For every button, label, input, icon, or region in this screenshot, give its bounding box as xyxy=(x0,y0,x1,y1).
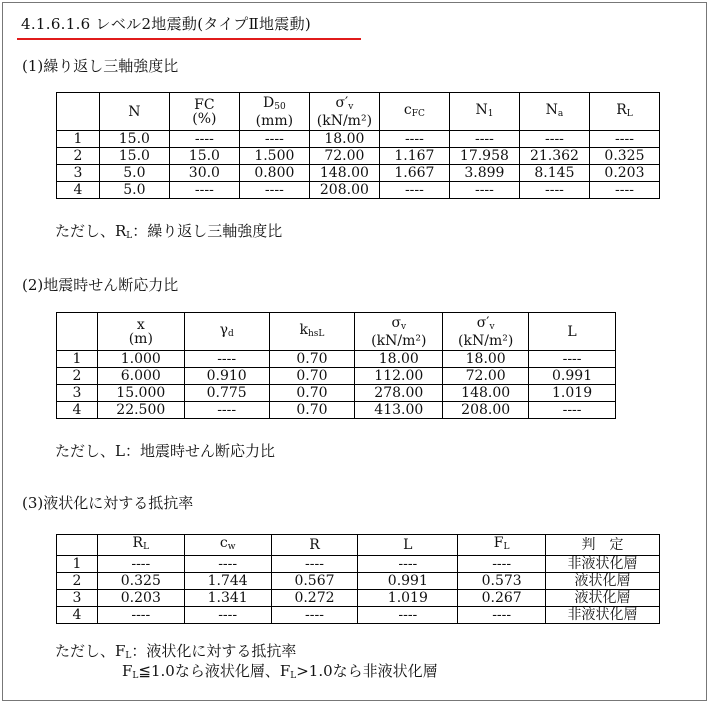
table-cell: 0.70 xyxy=(269,368,355,385)
table-cell: ---- xyxy=(271,607,358,624)
table-header-row xyxy=(57,93,660,131)
row-number-cell: 4 xyxy=(57,182,100,199)
row-number-cell: 3 xyxy=(57,590,98,607)
table-cell: 72.00 xyxy=(309,148,379,165)
header-cell: $\gamma_d$ xyxy=(184,313,269,351)
row-number-cell: 4 xyxy=(57,607,98,624)
table-cell: ---- xyxy=(449,131,519,148)
table-cell: ---- xyxy=(458,607,546,624)
table-cell: 1.667 xyxy=(379,165,449,182)
table-cell: 0.267 xyxy=(458,590,546,607)
table-row xyxy=(57,402,616,419)
table-cell: 8.145 xyxy=(519,165,589,182)
table-cell: ---- xyxy=(449,182,519,199)
table-cell: 0.991 xyxy=(529,368,616,385)
table-cell: 15.0 xyxy=(99,148,169,165)
table-cell: 0.800 xyxy=(239,165,309,182)
table-cell: 1.341 xyxy=(184,590,271,607)
header-cell: L xyxy=(358,535,458,556)
table-cell: 15.0 xyxy=(99,131,169,148)
table-cell: ---- xyxy=(239,182,309,199)
row-number-cell: 1 xyxy=(57,351,98,368)
table-cell: 1.167 xyxy=(379,148,449,165)
header-cell: $N_a$ xyxy=(519,93,589,131)
table-cell: ---- xyxy=(169,182,239,199)
table-cell: ---- xyxy=(519,182,589,199)
header-cell: $\sigma'_v$ (kN/m²) xyxy=(309,93,379,131)
table-cell: 15.0 xyxy=(169,148,239,165)
table-cell: 0.70 xyxy=(269,402,355,419)
header-cell: $c_{FC}$ xyxy=(379,93,449,131)
header-cell: $D_{50}$ (mm) xyxy=(239,93,309,131)
header-cell: $R_L$ xyxy=(97,535,184,556)
table-cell: ---- xyxy=(358,607,458,624)
table-cell: 148.00 xyxy=(443,385,529,402)
table-cell: 18.00 xyxy=(443,351,529,368)
header-cell: $k_{hsL}$ xyxy=(269,313,355,351)
sec1-heading: (1)繰り返し三軸強度比 xyxy=(22,57,179,75)
table-row xyxy=(57,385,616,402)
sec3-note-1: ただし、$F_L$：液状化に対する抵抗率 xyxy=(55,642,297,661)
row-number-cell: 1 xyxy=(57,556,98,573)
table-cell: 0.775 xyxy=(184,385,269,402)
title-underline xyxy=(17,38,361,40)
table-cell: 413.00 xyxy=(355,402,443,419)
table-row xyxy=(57,590,660,607)
table-cell: 17.958 xyxy=(449,148,519,165)
header-cell: N xyxy=(99,93,169,131)
table-cell: 液状化層 xyxy=(546,573,660,590)
table-cell: 112.00 xyxy=(355,368,443,385)
table-cell: 1.500 xyxy=(239,148,309,165)
table-cell: 208.00 xyxy=(309,182,379,199)
table-cell: ---- xyxy=(529,351,616,368)
table-cell: 21.362 xyxy=(519,148,589,165)
table-cell: 3.899 xyxy=(449,165,519,182)
table-row xyxy=(57,165,660,182)
header-cell: R xyxy=(271,535,358,556)
table-cell: 0.325 xyxy=(97,573,184,590)
header-cell xyxy=(57,93,100,131)
table-cell: 非液状化層 xyxy=(546,607,660,624)
table-cell: 278.00 xyxy=(355,385,443,402)
table-row xyxy=(57,351,616,368)
table-cell: 208.00 xyxy=(443,402,529,419)
table-cell: 0.910 xyxy=(184,368,269,385)
row-number-cell: 2 xyxy=(57,368,98,385)
header-cell: FC (%) xyxy=(169,93,239,131)
table-cell: ---- xyxy=(271,556,358,573)
table-cell: ---- xyxy=(358,556,458,573)
table-cell: 0.325 xyxy=(589,148,659,165)
header-cell: $\sigma_v$ (kN/m²) xyxy=(355,313,443,351)
table-cell: ---- xyxy=(97,607,184,624)
table-cell: 1.000 xyxy=(97,351,184,368)
cyclic-strength-table xyxy=(56,92,660,199)
table-row xyxy=(57,182,660,199)
table-row xyxy=(57,131,660,148)
liquefaction-resistance-table xyxy=(56,534,660,624)
table-cell: 5.0 xyxy=(99,165,169,182)
table-cell: 0.203 xyxy=(589,165,659,182)
table-cell: ---- xyxy=(458,556,546,573)
sec3-heading: (3)液状化に対する抵抗率 xyxy=(22,494,194,512)
table-cell: 0.70 xyxy=(269,385,355,402)
table-cell: ---- xyxy=(169,131,239,148)
table-cell: ---- xyxy=(379,131,449,148)
table-cell: 15.000 xyxy=(97,385,184,402)
header-cell xyxy=(57,313,98,351)
sec2-note: ただし、L：地震時せん断応力比 xyxy=(55,442,275,460)
table-cell: ---- xyxy=(529,402,616,419)
table-cell: ---- xyxy=(379,182,449,199)
table-cell: 30.0 xyxy=(169,165,239,182)
header-cell xyxy=(57,535,98,556)
table-cell: 0.272 xyxy=(271,590,358,607)
row-number-cell: 3 xyxy=(57,385,98,402)
header-cell: $c_w$ xyxy=(184,535,271,556)
row-number-cell: 2 xyxy=(57,573,98,590)
table-cell: 148.00 xyxy=(309,165,379,182)
table-cell: 1.744 xyxy=(184,573,271,590)
table-cell: 18.00 xyxy=(355,351,443,368)
table-cell: 1.019 xyxy=(529,385,616,402)
row-number-cell: 1 xyxy=(57,131,100,148)
table-cell: ---- xyxy=(519,131,589,148)
table-cell: 0.203 xyxy=(97,590,184,607)
table-cell: ---- xyxy=(184,556,271,573)
table-cell: ---- xyxy=(589,182,659,199)
table-row xyxy=(57,148,660,165)
table-cell: 72.00 xyxy=(443,368,529,385)
table-cell: 0.991 xyxy=(358,573,458,590)
table-cell: 0.573 xyxy=(458,573,546,590)
row-number-cell: 2 xyxy=(57,148,100,165)
row-number-cell: 4 xyxy=(57,402,98,419)
table-cell: ---- xyxy=(184,607,271,624)
header-cell: L xyxy=(529,313,616,351)
sec3-note-2: $F_L≦1.0$なら液状化層、$F_L>1.0$なら非液状化層 xyxy=(122,662,438,681)
header-cell: $N_1$ xyxy=(449,93,519,131)
table-row xyxy=(57,573,660,590)
sec2-heading: (2)地震時せん断応力比 xyxy=(22,276,179,294)
table-cell: 5.0 xyxy=(99,182,169,199)
header-cell: $R_L$ xyxy=(589,93,659,131)
table-cell: 液状化層 xyxy=(546,590,660,607)
table-cell: 22.500 xyxy=(97,402,184,419)
header-cell: x (m) xyxy=(97,313,184,351)
header-cell: $F_L$ xyxy=(458,535,546,556)
shear-stress-table xyxy=(56,312,616,419)
table-row xyxy=(57,607,660,624)
table-cell: 0.567 xyxy=(271,573,358,590)
table-cell: ---- xyxy=(97,556,184,573)
table-cell: ---- xyxy=(239,131,309,148)
table-cell: 非液状化層 xyxy=(546,556,660,573)
section-title: 4.1.6.1.6 レベル2地震動(タイプⅡ地震動) xyxy=(21,15,312,33)
table-cell: 6.000 xyxy=(97,368,184,385)
table-header-row xyxy=(57,535,660,556)
table-row xyxy=(57,368,616,385)
header-cell: $\sigma'_v$ (kN/m²) xyxy=(443,313,529,351)
table-row xyxy=(57,556,660,573)
table-cell: 0.70 xyxy=(269,351,355,368)
header-cell: 判 定 xyxy=(546,535,660,556)
table-cell: 1.019 xyxy=(358,590,458,607)
sec1-note: ただし、$R_L$：繰り返し三軸強度比 xyxy=(55,222,283,241)
table-cell: ---- xyxy=(184,402,269,419)
table-cell: ---- xyxy=(589,131,659,148)
row-number-cell: 3 xyxy=(57,165,100,182)
table-header-row xyxy=(57,313,616,351)
table-cell: ---- xyxy=(184,351,269,368)
table-cell: 18.00 xyxy=(309,131,379,148)
